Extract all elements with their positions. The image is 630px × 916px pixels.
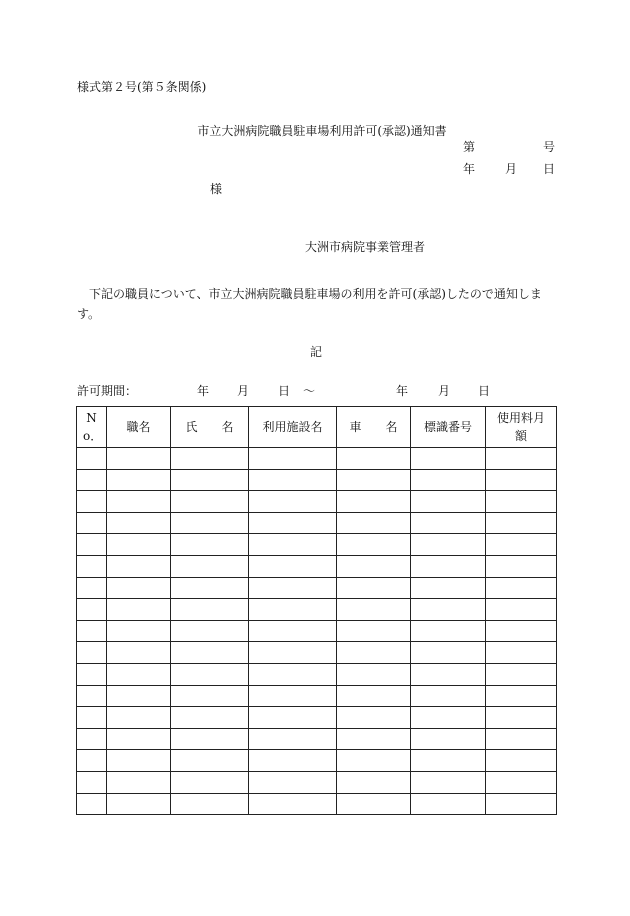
table-cell[interactable]	[171, 685, 249, 707]
table-cell[interactable]	[77, 469, 107, 491]
table-row	[77, 469, 557, 491]
col-header-no: No．	[77, 407, 107, 448]
table-row	[77, 728, 557, 750]
table-cell[interactable]	[486, 642, 557, 664]
period-start-month: 月	[237, 384, 250, 398]
table-cell[interactable]	[249, 642, 337, 664]
table-row	[77, 642, 557, 664]
table-cell[interactable]	[77, 771, 107, 793]
table-cell[interactable]	[249, 491, 337, 513]
table-row	[77, 707, 557, 729]
table-cell[interactable]	[77, 448, 107, 470]
table-cell[interactable]	[171, 469, 249, 491]
table-row	[77, 534, 557, 556]
table-cell[interactable]	[249, 685, 337, 707]
table-cell[interactable]	[486, 793, 557, 815]
table-cell[interactable]	[486, 599, 557, 621]
table-cell[interactable]	[249, 534, 337, 556]
col-header-facility: 利用施設名	[249, 407, 337, 448]
table-cell[interactable]	[171, 599, 249, 621]
col-header-sign-number: 標識番号	[411, 407, 486, 448]
table-cell[interactable]	[77, 620, 107, 642]
table-cell[interactable]	[107, 599, 171, 621]
table-cell[interactable]	[107, 771, 171, 793]
table-cell[interactable]	[249, 577, 337, 599]
table-cell[interactable]	[486, 491, 557, 513]
table-cell[interactable]	[486, 555, 557, 577]
table-cell[interactable]	[486, 620, 557, 642]
table-row	[77, 793, 557, 815]
table-cell[interactable]	[171, 491, 249, 513]
number-suffix: 号	[543, 140, 556, 154]
table-cell[interactable]	[411, 534, 486, 556]
table-cell[interactable]	[411, 793, 486, 815]
table-cell[interactable]	[171, 448, 249, 470]
table-cell[interactable]	[337, 663, 411, 685]
table-cell[interactable]	[411, 620, 486, 642]
period-start-day: 日	[278, 384, 291, 398]
table-cell[interactable]	[171, 534, 249, 556]
table-cell[interactable]	[337, 534, 411, 556]
table-cell[interactable]	[486, 448, 557, 470]
table-row	[77, 750, 557, 772]
table-cell[interactable]	[77, 642, 107, 664]
table-cell[interactable]	[107, 793, 171, 815]
table-cell[interactable]	[77, 728, 107, 750]
table-cell[interactable]	[337, 448, 411, 470]
table-cell[interactable]	[337, 491, 411, 513]
table-row	[77, 555, 557, 577]
table-cell[interactable]	[486, 469, 557, 491]
table-cell[interactable]	[337, 469, 411, 491]
table-header-row	[77, 407, 557, 448]
table-cell[interactable]	[249, 599, 337, 621]
table-cell[interactable]	[171, 577, 249, 599]
table-cell[interactable]	[77, 663, 107, 685]
table-cell[interactable]	[249, 750, 337, 772]
table-cell[interactable]	[171, 620, 249, 642]
table-cell[interactable]	[249, 469, 337, 491]
table-cell[interactable]	[486, 663, 557, 685]
table-cell[interactable]	[337, 620, 411, 642]
table-cell[interactable]	[411, 469, 486, 491]
table-cell[interactable]	[107, 448, 171, 470]
col-header-car-name: 車 名	[337, 407, 411, 448]
table-cell[interactable]	[411, 663, 486, 685]
issue-date-month: 月	[505, 162, 518, 176]
table-cell[interactable]	[337, 642, 411, 664]
table-cell[interactable]	[249, 512, 337, 534]
table-cell[interactable]	[337, 793, 411, 815]
col-header-job-title: 職名	[107, 407, 171, 448]
table-cell[interactable]	[337, 555, 411, 577]
table-cell[interactable]	[486, 707, 557, 729]
table-body	[77, 448, 557, 815]
table-cell[interactable]	[249, 707, 337, 729]
table-row	[77, 577, 557, 599]
table-cell[interactable]	[107, 642, 171, 664]
table-cell[interactable]	[411, 512, 486, 534]
ki-heading: 記	[310, 345, 323, 359]
period-end-month: 月	[438, 384, 451, 398]
table-cell[interactable]	[77, 491, 107, 513]
issuer-name: 大洲市病院事業管理者	[305, 240, 426, 254]
table-cell[interactable]	[171, 728, 249, 750]
table-cell[interactable]	[107, 707, 171, 729]
table-cell[interactable]	[337, 685, 411, 707]
table-cell[interactable]	[171, 707, 249, 729]
table-cell[interactable]	[171, 663, 249, 685]
permit-table	[76, 406, 557, 815]
table-cell[interactable]	[337, 771, 411, 793]
table-row	[77, 771, 557, 793]
table-cell[interactable]	[337, 728, 411, 750]
table-cell[interactable]	[337, 750, 411, 772]
table-cell[interactable]	[249, 663, 337, 685]
table-cell[interactable]	[486, 728, 557, 750]
table-cell[interactable]	[411, 577, 486, 599]
table-cell[interactable]	[337, 512, 411, 534]
table-cell[interactable]	[107, 534, 171, 556]
table-cell[interactable]	[411, 448, 486, 470]
table-cell[interactable]	[411, 728, 486, 750]
table-cell[interactable]	[249, 555, 337, 577]
table-cell[interactable]	[411, 642, 486, 664]
table-cell[interactable]	[486, 750, 557, 772]
table-cell[interactable]	[411, 599, 486, 621]
table-cell[interactable]	[249, 793, 337, 815]
table-row	[77, 685, 557, 707]
table-cell[interactable]	[486, 685, 557, 707]
table-cell[interactable]	[411, 685, 486, 707]
table-cell[interactable]	[77, 685, 107, 707]
table-cell[interactable]	[77, 577, 107, 599]
table-row	[77, 512, 557, 534]
table-cell[interactable]	[77, 534, 107, 556]
table-cell[interactable]	[107, 685, 171, 707]
period-separator: ～	[303, 384, 316, 398]
table-cell[interactable]	[249, 620, 337, 642]
table-cell[interactable]	[249, 771, 337, 793]
notice-body-text: 下記の職員について、市立大洲病院職員駐車場の利用を許可(承認)したので通知します。	[77, 287, 542, 321]
table-cell[interactable]	[486, 771, 557, 793]
table-cell[interactable]	[77, 555, 107, 577]
table-cell[interactable]	[107, 577, 171, 599]
table-cell[interactable]	[171, 555, 249, 577]
table-cell[interactable]	[107, 555, 171, 577]
table-cell[interactable]	[411, 707, 486, 729]
table-cell[interactable]	[107, 620, 171, 642]
table-cell[interactable]	[77, 599, 107, 621]
table-cell[interactable]	[249, 448, 337, 470]
number-prefix: 第	[463, 140, 476, 154]
table-cell[interactable]	[171, 793, 249, 815]
recipient-honorific: 様	[210, 182, 223, 196]
table-cell[interactable]	[411, 750, 486, 772]
document-title: 市立大洲病院職員駐車場利用許可(承認)通知書	[197, 124, 447, 138]
table-cell[interactable]	[411, 771, 486, 793]
table-cell[interactable]	[107, 491, 171, 513]
table-cell[interactable]	[77, 707, 107, 729]
table-cell[interactable]	[107, 469, 171, 491]
table-cell[interactable]	[486, 577, 557, 599]
table-cell[interactable]	[337, 577, 411, 599]
table-cell[interactable]	[486, 534, 557, 556]
table-cell[interactable]	[77, 793, 107, 815]
table-cell[interactable]	[171, 512, 249, 534]
table-cell[interactable]	[171, 771, 249, 793]
col-header-name: 氏 名	[171, 407, 249, 448]
table-cell[interactable]	[107, 728, 171, 750]
table-cell[interactable]	[107, 750, 171, 772]
table-cell[interactable]	[107, 663, 171, 685]
table-cell[interactable]	[411, 491, 486, 513]
table-cell[interactable]	[249, 728, 337, 750]
table-cell[interactable]	[77, 512, 107, 534]
table-cell[interactable]	[337, 707, 411, 729]
table-cell[interactable]	[171, 750, 249, 772]
table-row	[77, 663, 557, 685]
issue-date-day: 日	[543, 162, 556, 176]
table-cell[interactable]	[337, 599, 411, 621]
table-cell[interactable]	[171, 642, 249, 664]
issue-date-year: 年	[463, 162, 476, 176]
table-row	[77, 599, 557, 621]
table-row	[77, 491, 557, 513]
period-end-day: 日	[478, 384, 491, 398]
period-end-year: 年	[396, 384, 409, 398]
form-number: 様式第２号(第５条関係)	[77, 80, 207, 94]
permit-period-label: 許可期間：	[77, 384, 138, 398]
col-header-monthly-fee: 使用料月額	[486, 407, 557, 448]
table-cell[interactable]	[77, 750, 107, 772]
table-cell[interactable]	[411, 555, 486, 577]
table-cell[interactable]	[107, 512, 171, 534]
table-row	[77, 448, 557, 470]
period-start-year: 年	[197, 384, 210, 398]
table-row	[77, 620, 557, 642]
table-cell[interactable]	[486, 512, 557, 534]
